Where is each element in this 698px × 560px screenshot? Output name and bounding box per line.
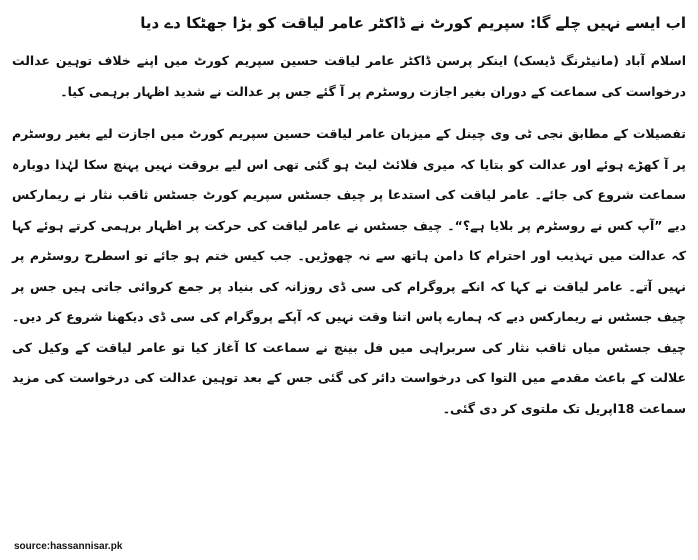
source-credit: source:hassannisar.pk [14,541,123,552]
article [12,8,686,552]
article-paragraph-details: تفصیلات کے مطابق نجی ٹی وی چینل کے میزبان عامر لیاقت حسین سپریم کورٹ میں اجازت لیے بغیر روسٹرم پر آ کھڑے ہوئے اور عدالت کو بتایا کہ میری فلائٹ لیٹ ہو گئی تھی اس لیے بروقت نہیں پہنچ سکا لہٰذا دوبارہ سماعت شروع کی جائے۔ عامر لیاقت کی استدعا پر چیف جسٹس سپریم کورٹ جسٹس ثاقب نثار نے ریمارکس دیے ”آپ کس نے روسٹرم پر بلایا ہے؟“۔ چیف جسٹس نے عامر لیاقت کی حرکت پر اظہار برہمی کرتے ہوئے کہا کہ عدالت میں تہذیب اور احترام کا دامن ہاتھ سے نہ چھوڑیں۔ جب کیس ختم ہو جائے تو اسطرح روسٹرم پر نہیں آتے۔ عامر لیاقت نے کہا کہ انکے پروگرام کی سی ڈی روزانہ کی بنیاد پر جمع کروائی جاتی ہیں جس پر چیف جسٹس نے ریمارکس دیے کہ ہمارے پاس اتنا وقت نہیں کہ آپکے پروگرام کی سی ڈی دیکھنا شروع کر دیں۔ چیف جسٹس میاں ثاقب نثار کی سربراہی میں فل بینچ نے سماعت کا آغاز کیا تو عامر لیاقت کے وکیل کی علالت کے باعث مقدمے میں التوا کی درخواست دائر کی گئی جس کے بعد توہین عدالت کی درخواست کی مزید سماعت 18اپریل تک ملتوی کر دی گئی۔ [12,126,686,416]
article-headline: اب ایسے نہیں چلے گا: سپریم کورٹ نے ڈاکٹر عامر لیاقت کو بڑا جھٹکا دے دیا [140,14,686,32]
article-paragraph-intro: اسلام آباد (مانیٹرنگ ڈیسک) اینکر پرسن ڈاکٹر عامر لیاقت حسین سپریم کورٹ میں اپنے خلاف توہین عدالت درخواست کی سماعت کے دوران بغیر اجازت روسٹرم پر آ گئے جس پر عدالت نے شدید اظہار برہمی کیا۔ [12,53,686,99]
